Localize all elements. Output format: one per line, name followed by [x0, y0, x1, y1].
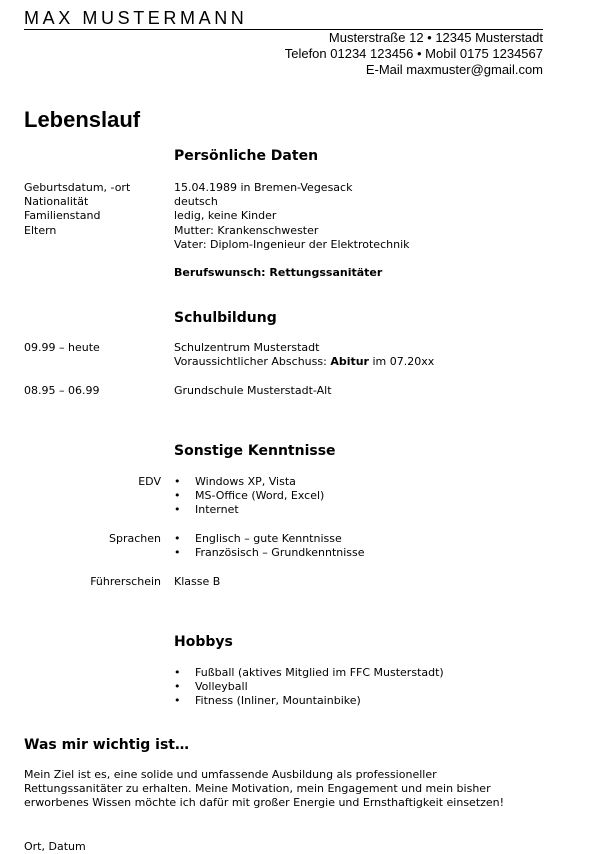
- skills-heading: Sonstige Kenntnisse: [174, 443, 336, 459]
- applicant-name: MAX MUSTERMANN: [24, 8, 248, 28]
- school-name-2: Grundschule Musterstadt-Alt: [174, 384, 332, 397]
- languages-list: [174, 532, 365, 560]
- list-item: • Englisch – gute Kenntnisse: [174, 532, 365, 546]
- list-item: • Französisch – Grundkenntnisse: [174, 546, 365, 560]
- paragraph-line: Mein Ziel ist es, eine solide und umfassende Ausbildung als professioneller: [24, 768, 437, 781]
- list-item: • Fitness (Inliner, Mountainbike): [174, 694, 444, 708]
- value-mother: Mutter: Krankenschwester: [174, 223, 319, 237]
- paragraph-line: Rettungssanitäter zu erhalten. Meine Motivation, mein Engagement und mein bisher: [24, 782, 491, 796]
- school-period-1: 09.99 – heute: [24, 341, 100, 354]
- license-label: Führerschein: [90, 575, 161, 588]
- license-value: Klasse B: [174, 575, 221, 588]
- list-item: • MS-Office (Word, Excel): [174, 489, 324, 503]
- school-name-1: Schulzentrum Musterstadt: [174, 341, 320, 354]
- personal-labels: [24, 181, 130, 238]
- personal-heading: Persönliche Daten: [174, 148, 319, 164]
- value-birth: 15.04.1989 in Bremen-Vegesack: [174, 181, 353, 194]
- value-nationality: deutsch: [174, 195, 218, 209]
- page-title: Lebenslauf: [24, 107, 141, 132]
- address-line: Musterstraße 12 • 12345 Musterstadt: [328, 30, 543, 45]
- graduation-post: im 07.20xx: [368, 355, 435, 369]
- list-item: • Windows XP, Vista: [174, 475, 324, 489]
- phone-line: Telefon 01234 123456 • Mobil 0175 1234567: [284, 46, 543, 61]
- contact-block: [285, 30, 543, 78]
- school-period-2: 08.95 – 06.99: [24, 384, 100, 397]
- list-item: • Internet: [174, 503, 324, 517]
- value-father: Vater: Diplom-Ingenieur der Elektrotechnik: [174, 237, 410, 251]
- career-wish: Berufswunsch: Rettungssanitäter: [174, 266, 383, 279]
- paragraph-line: erworbenes Wissen möchte ich dafür mit großer Energie und Ernsthaftigkeit einsetzen!: [24, 796, 505, 810]
- graduation-degree: Abitur: [330, 355, 369, 369]
- place-date: Ort, Datum: [24, 840, 86, 853]
- label-birth: Geburtsdatum, -ort: [24, 181, 131, 194]
- edv-list: [174, 475, 324, 518]
- personal-values: [174, 181, 410, 252]
- graduation-pre: Voraussichtlicher Abschuss:: [174, 355, 331, 369]
- important-paragraph: [24, 768, 584, 811]
- school-graduation: [174, 355, 434, 369]
- edv-label: EDV: [138, 475, 161, 488]
- school-heading: Schulbildung: [174, 310, 277, 326]
- list-item: • Fußball (aktives Mitglied im FFC Musterstadt): [174, 666, 444, 680]
- label-parents: Eltern: [24, 223, 57, 237]
- hobbies-list: [174, 666, 444, 709]
- label-nationality: Nationalität: [24, 195, 89, 209]
- hobbies-heading: Hobbys: [174, 634, 233, 650]
- value-family: ledig, keine Kinder: [174, 209, 277, 223]
- school-entry-1: [174, 341, 434, 369]
- important-heading: Was mir wichtig ist…: [24, 737, 189, 753]
- list-item: • Volleyball: [174, 680, 444, 694]
- languages-label: Sprachen: [109, 532, 161, 545]
- label-family: Familienstand: [24, 209, 101, 223]
- email-line: E-Mail maxmuster@gmail.com: [365, 62, 543, 77]
